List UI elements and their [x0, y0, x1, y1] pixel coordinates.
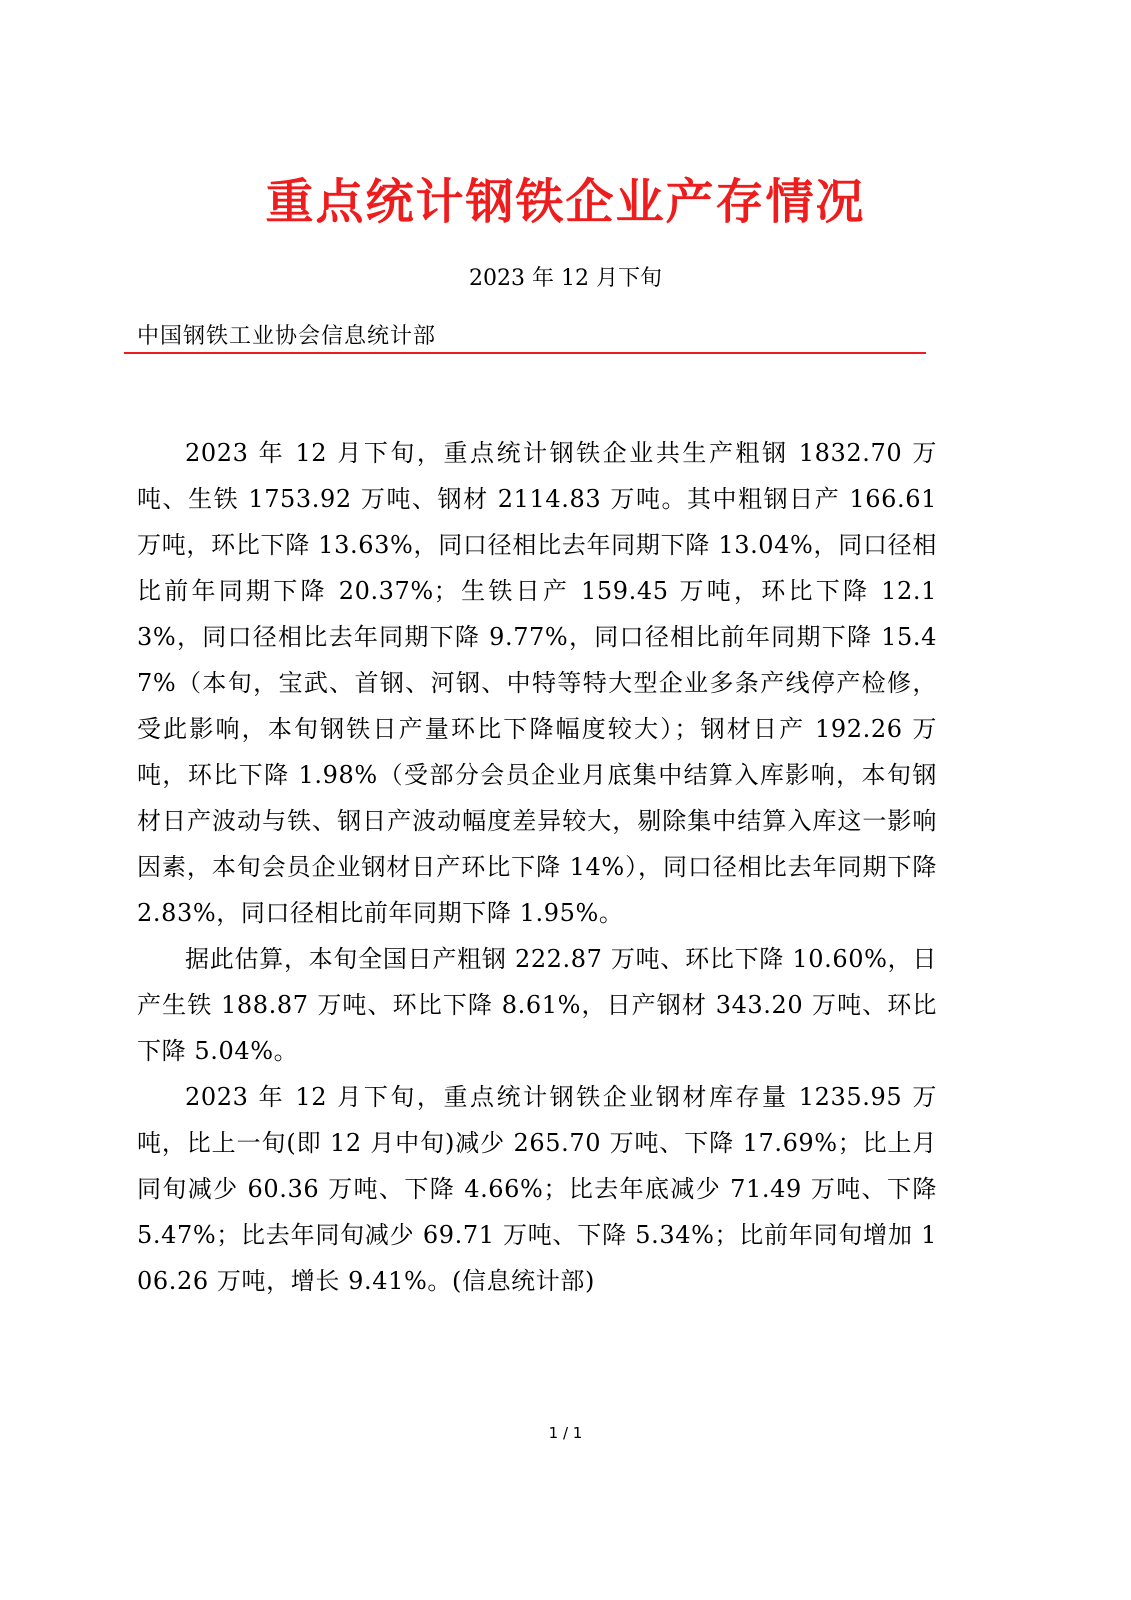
document-title: 重点统计钢铁企业产存情况: [265, 174, 866, 230]
header-divider: [124, 352, 926, 354]
paragraph-production: 2023 年 12 月下旬，重点统计钢铁企业共生产粗钢 1832.70 万吨、生铁 1753.92 万吨、钢材 2114.83 万吨。其中粗钢日产 166.61 万吨，环比下降 13.63%，同口径相比去年同期下降 13.04%，同口径相比前年同期下降 20.37%；生铁日产 159.45 万吨，环比下降 12.13%，同口径相比去年同期下降 9.77%，同口径相比前年同期下降 15.47%（本旬，宝武、首钢、河钢、中特等特大型企业多条产线停产检修，受此影响，本旬钢铁日产量环比下降幅度较大）；钢材日产 192.26 万吨，环比下降 1.98%（受部分会员企业月底集中结算入库影响，本旬钢材日产波动与铁、钢日产波动幅度差异较大，剔除集中结算入库这一影响因素，本旬会员企业钢材日产环比下降 14%），同口径相比去年同期下降 2.83%，同口径相比前年同期下降 1.95%。: [137, 439, 937, 927]
paragraph-national-estimate: 据此估算，本旬全国日产粗钢 222.87 万吨、环比下降 10.60%，日产生铁 188.87 万吨、环比下降 8.61%，日产钢材 343.20 万吨、环比下降 5.04%。: [137, 945, 937, 1065]
document-body: [137, 430, 937, 1304]
issuing-organization: 中国钢铁工业协会信息统计部: [137, 324, 437, 349]
paragraph-inventory: 2023 年 12 月下旬，重点统计钢铁企业钢材库存量 1235.95 万吨，比上一旬(即 12 月中旬)减少 265.70 万吨、下降 17.69%；比上月同旬减少 60.36 万吨、下降 4.66%；比去年底减少 71.49 万吨、下降 5.47%；比去年同旬减少 69.71 万吨、下降 5.34%；比前年同旬增加 106.26 万吨，增长 9.41%。(信息统计部): [137, 1083, 937, 1295]
report-period: 2023 年 12 月下旬: [469, 266, 662, 291]
page-number: 1 / 1: [548, 1424, 583, 1442]
